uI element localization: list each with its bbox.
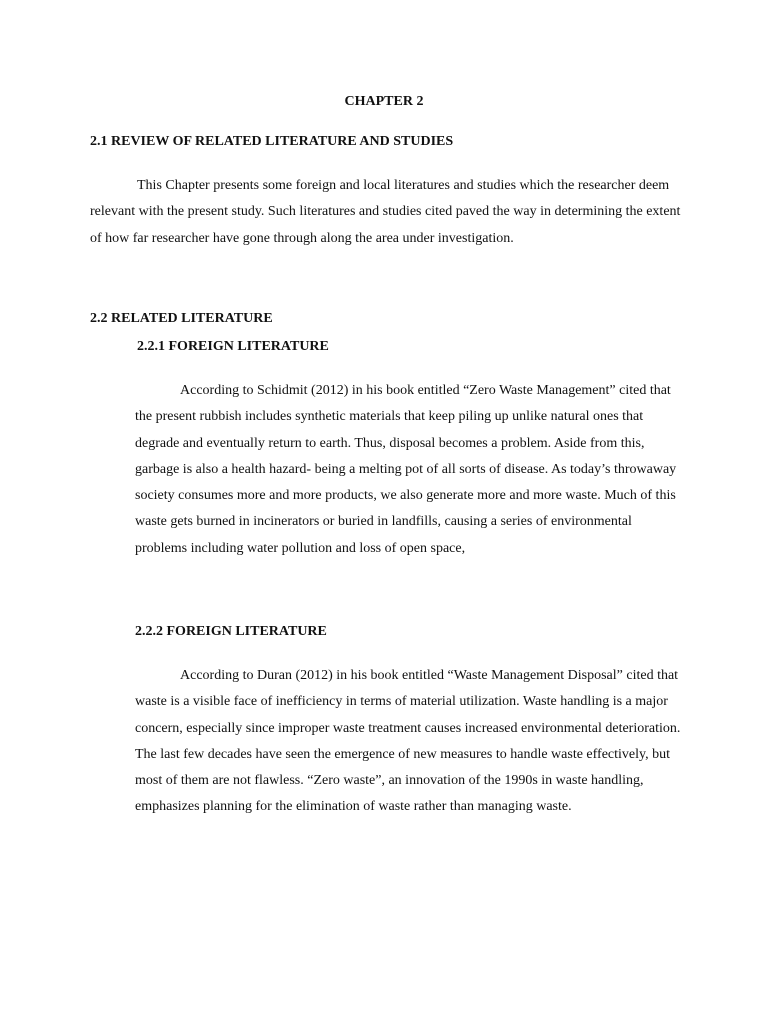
chapter-title: CHAPTER 2 [344,94,424,109]
section-2-2-heading: 2.2 RELATED LITERATURE [90,311,273,326]
section-2-1-heading: 2.1 REVIEW OF RELATED LITERATURE AND STUDIES [90,134,454,149]
section-2-2-1-paragraph: According to Schidmit (2012) in his book entitled “Zero Waste Management” cited that the present rubbish includes synthetic materials that keep piling up unlike natural ones that degrade and eventually return to earth. Thus, disposal becomes a problem. Aside from this, garbage is also a health hazard- being a melting pot of all sorts of disease. As today’s throwaway society consumes more and more products, we also generate more and more waste. Much of this waste gets burned in incinerators or buried in landfills, causing a series of environmental problems including water pollution and loss of open space, [135,383,677,556]
section-2-1-paragraph: This Chapter presents some foreign and local literatures and studies which the researcher deem relevant with the present study. Such literatures and studies cited paved the way in determining the extent of how far researcher have gone through along the area under investigation. [90,178,681,246]
section-2-2-2-paragraph: According to Duran (2012) in his book entitled “Waste Management Disposal” cited that waste is a visible face of inefficiency in terms of material utilization. Waste handling is a major concern, especially since improper waste treatment causes increased environmental deterioration. The last few decades have seen the emergence of new measures to handle waste effectively, but most of them are not flawless. “Zero waste”, an innovation of the 1990s in waste handling, emphasizes planning for the elimination of waste rather than managing waste. [135,668,681,815]
section-2-2-2-heading: 2.2.2 FOREIGN LITERATURE [135,624,327,639]
section-2-2-1-heading: 2.2.1 FOREIGN LITERATURE [137,339,329,354]
